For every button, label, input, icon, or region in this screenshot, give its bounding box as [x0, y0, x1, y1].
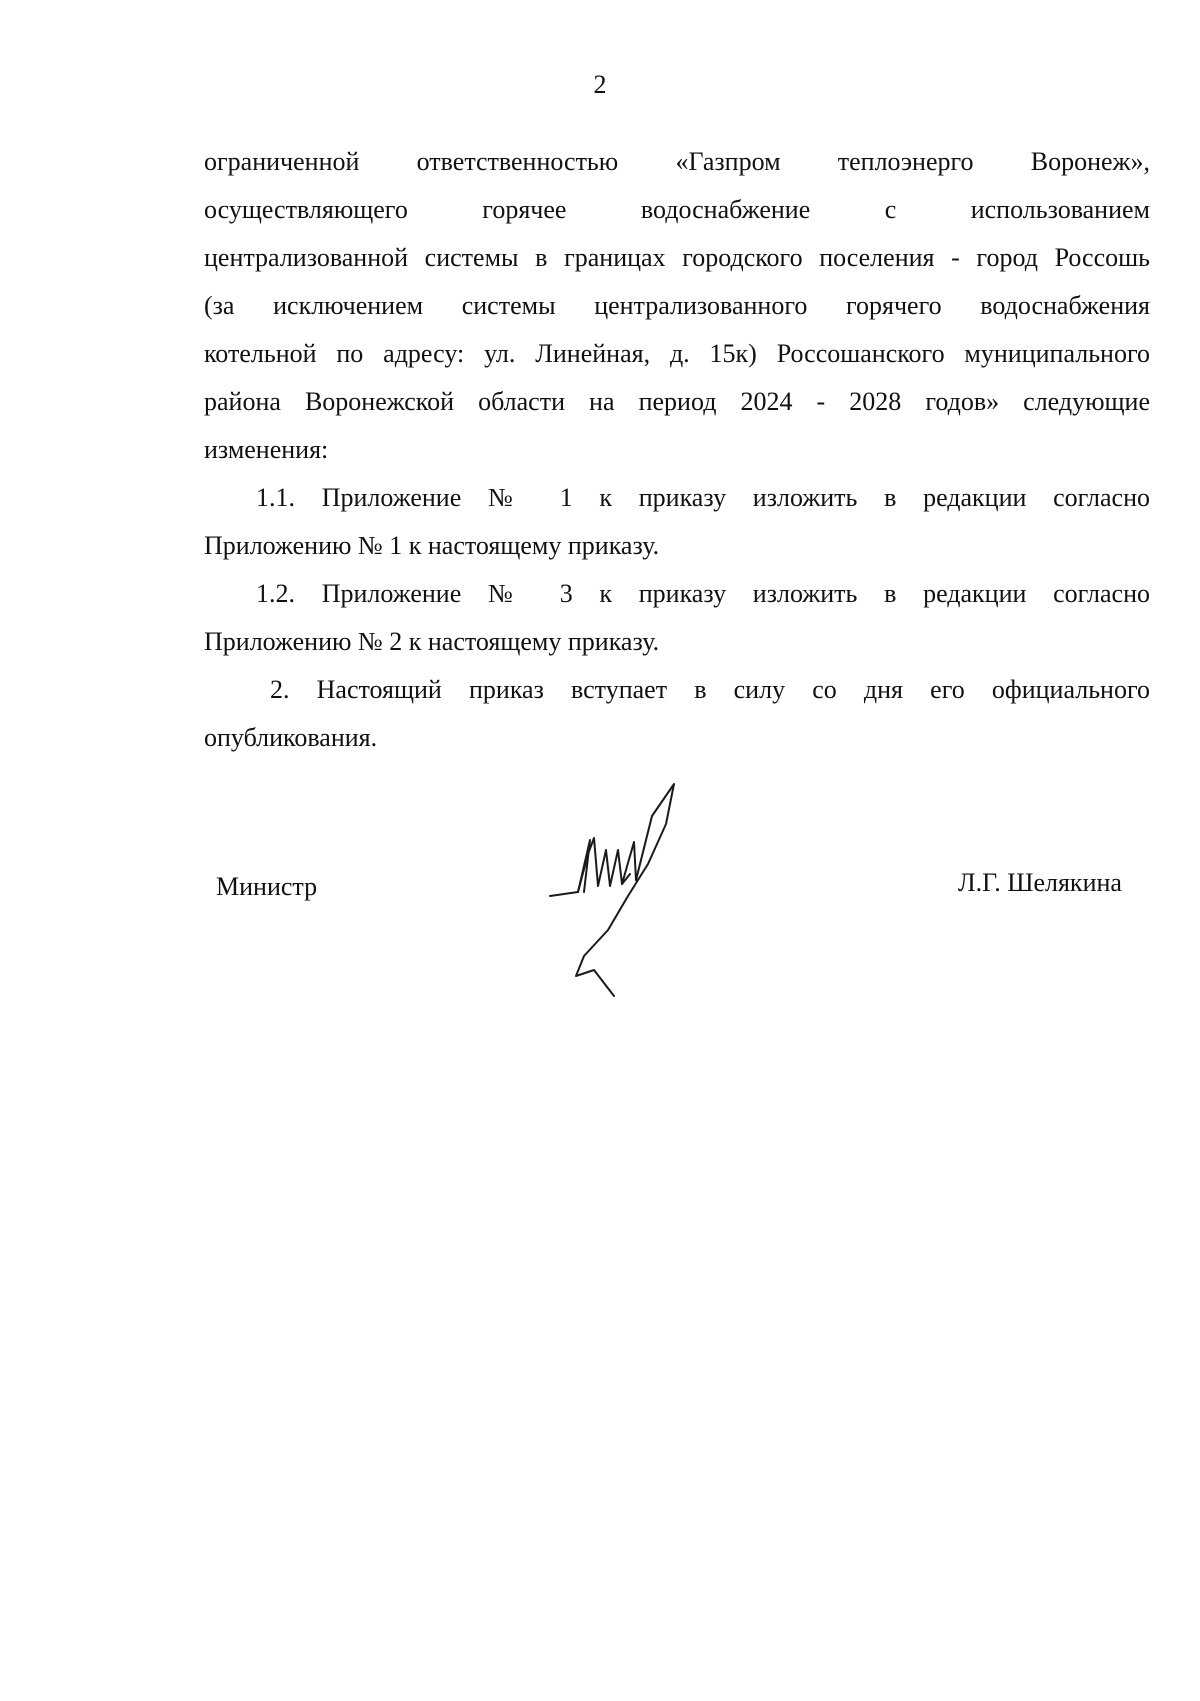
paragraph-item-1-1 — [204, 474, 1150, 570]
document-body — [204, 138, 1150, 762]
text-line: котельной по адресу: ул. Линейная, д. 15к) Россошанского муниципального — [204, 339, 1150, 368]
text-line: осуществляющего горячее водоснабжение с использованием — [204, 195, 1150, 224]
text-line: Приложению № 2 к настоящему приказу. — [204, 627, 660, 656]
paragraph-item-2 — [204, 666, 1150, 762]
text-line: 1.2. Приложение № 3 к приказу изложить в редакции согласно — [256, 579, 1150, 608]
text-line: централизованной системы в границах городского поселения - город Россошь — [204, 243, 1150, 272]
text-line: опубликования. — [204, 723, 378, 752]
signatory-name: Л.Г. Шелякина — [958, 868, 1122, 897]
text-line: Приложению № 1 к настоящему приказу. — [204, 531, 660, 560]
text-line: изменения: — [204, 435, 329, 464]
text-line: района Воронежской области на период 2024 - 2028 годов» следующие — [204, 387, 1150, 416]
signatory-title: Министр — [216, 872, 318, 901]
paragraph-preamble — [204, 138, 1150, 474]
text-line: (за исключением системы централизованного горячего водоснабжения — [204, 291, 1150, 320]
text-line: 2. Настоящий приказ вступает в силу со дня его официального — [270, 675, 1150, 704]
signature-block — [0, 780, 1200, 1000]
paragraph-item-1-2 — [204, 570, 1150, 666]
handwritten-signature — [548, 780, 688, 1000]
page-number: 2 — [593, 70, 607, 99]
text-line: ограниченной ответственностью «Газпром теплоэнерго Воронеж», — [204, 147, 1150, 176]
text-line: 1.1. Приложение № 1 к приказу изложить в редакции согласно — [256, 483, 1150, 512]
